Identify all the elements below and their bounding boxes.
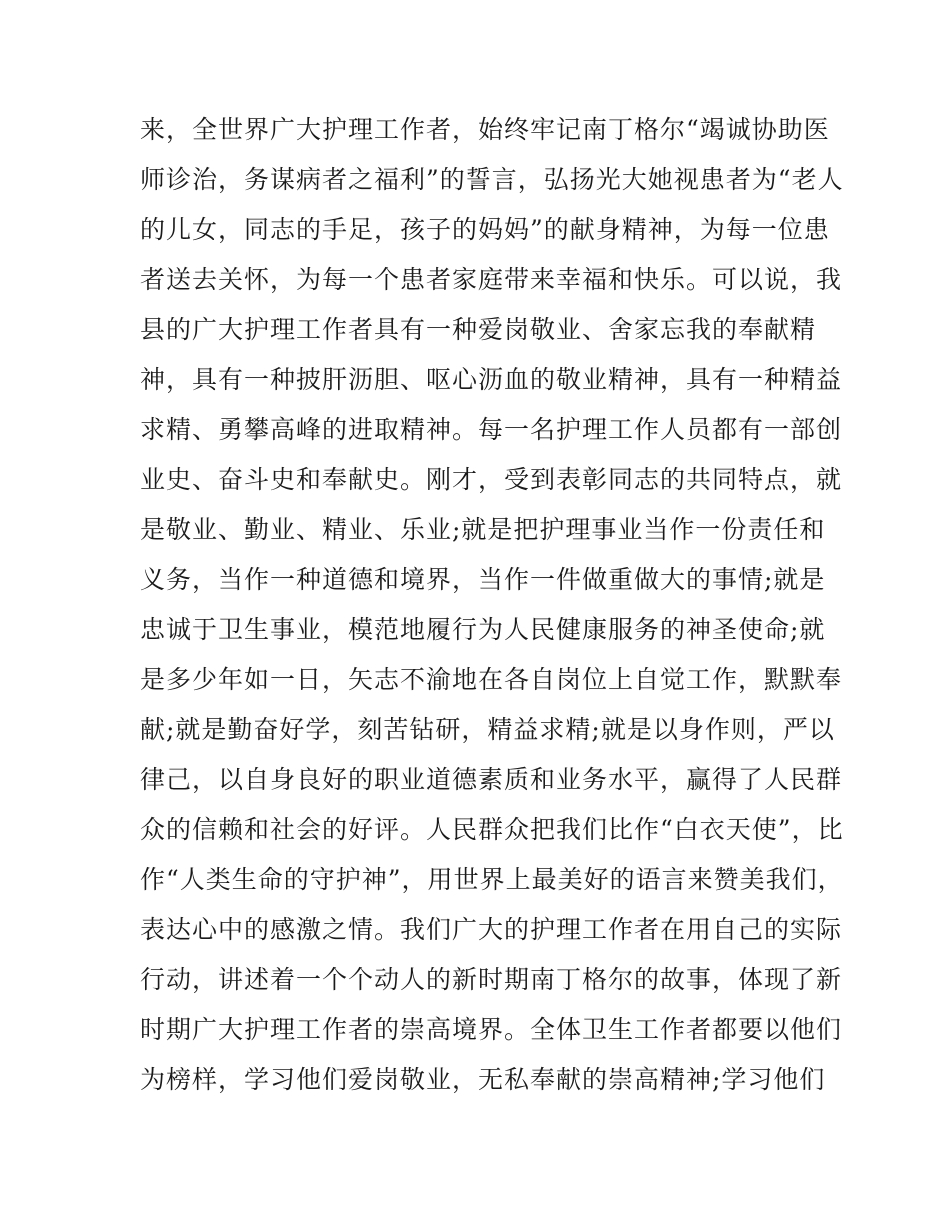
paragraph-line: 求精、勇攀高峰的进取精神。每一名护理工作人员都有一部创: [140, 415, 843, 444]
paragraph-line: 行动，讲述着一个个动人的新时期南丁格尔的故事，体现了新: [140, 965, 843, 994]
paragraph-line: 作“人类生命的守护神”，用世界上最美好的语言来赞美我们，: [140, 865, 844, 894]
paragraph-line: 者送去关怀，为每一个患者家庭带来幸福和快乐。可以说，我: [140, 265, 843, 294]
paragraph-line: 是多少年如一日，矢志不渝地在各自岗位上自觉工作，默默奉: [140, 665, 843, 694]
paragraph-line: 律己，以自身良好的职业道德素质和业务水平，赢得了人民群: [140, 765, 843, 794]
paragraph-line: 的儿女，同志的手足，孩子的妈妈”的献身精神，为每一位患: [140, 215, 830, 244]
paragraph-line: 表达心中的感激之情。我们广大的护理工作者在用自己的实际: [140, 915, 843, 944]
paragraph-line: 师诊治，务谋病者之福利”的誓言，弘扬光大她视患者为“老人: [140, 165, 844, 194]
paragraph-line: 忠诚于卫生事业，模范地履行为人民健康服务的神圣使命;就: [140, 615, 826, 644]
paragraph-line: 义务，当作一种道德和境界，当作一件做重做大的事情;就是: [140, 565, 826, 594]
paragraph-line: 为榜样，学习他们爱岗敬业，无私奉献的崇高精神;学习他们: [140, 1065, 826, 1094]
paragraph-line: 时期广大护理工作者的崇高境界。全体卫生工作者都要以他们: [140, 1015, 843, 1044]
paragraph-line: 献;就是勤奋好学，刻苦钻研，精益求精;就是以身作则，严以: [140, 715, 835, 744]
paragraph-line: 县的广大护理工作者具有一种爱岗敬业、舍家忘我的奉献精: [140, 315, 817, 344]
paragraph-line: 来，全世界广大护理工作者，始终牢记南丁格尔“竭诚协助医: [140, 115, 830, 144]
paragraph-line: 是敬业、勤业、精业、乐业;就是把护理事业当作一份责任和: [140, 515, 826, 544]
paragraph-line: 业史、奋斗史和奉献史。刚才，受到表彰同志的共同特点，就: [140, 465, 843, 494]
paragraph-line: 神，具有一种披肝沥胆、呕心沥血的敬业精神，具有一种精益: [140, 365, 843, 394]
paragraph-line: 众的信赖和社会的好评。人民群众把我们比作“白衣天使”，比: [140, 815, 844, 844]
